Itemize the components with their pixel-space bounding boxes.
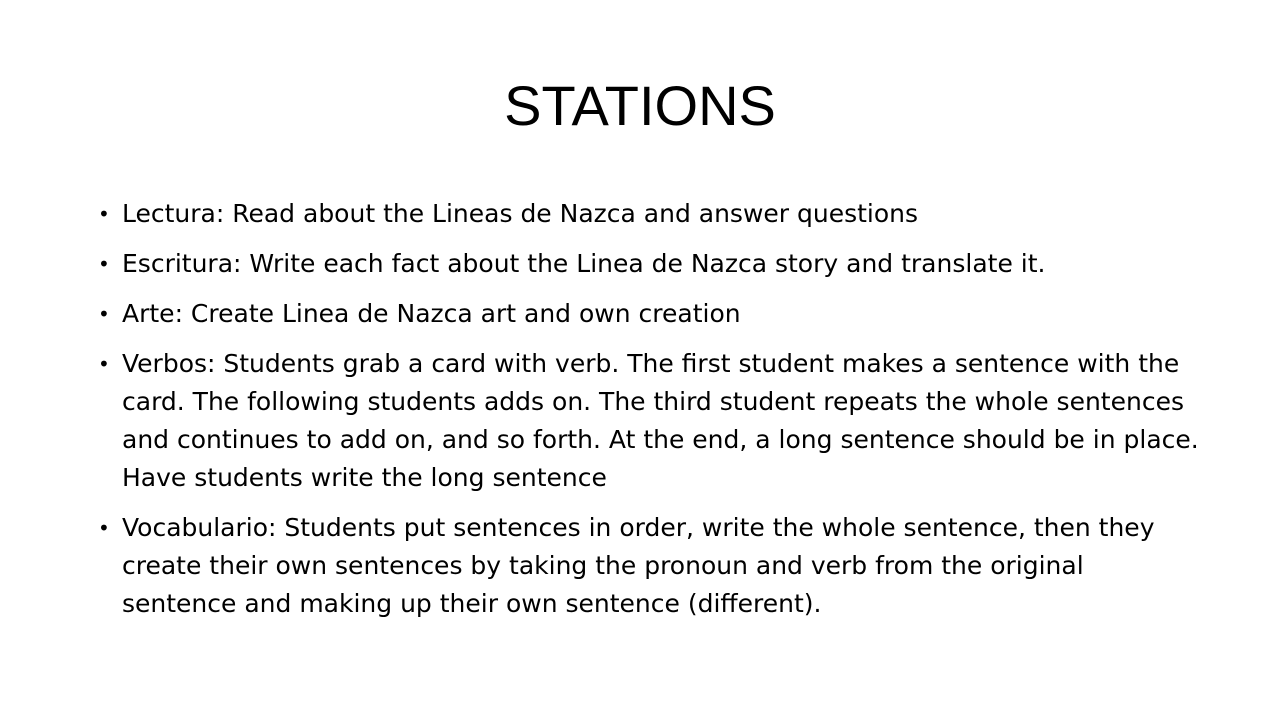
- bullet-dot-icon: •: [98, 302, 110, 326]
- bullet-list: [96, 195, 1206, 635]
- bullet-item-vocabulario: [96, 509, 1206, 623]
- bullet-item-lectura: [96, 195, 1206, 233]
- bullet-dot-icon: •: [98, 516, 110, 540]
- bullet-text: Vocabulario: Students put sentences in order, write the whole sentence, then they create their own sentences by taking the pronoun and verb from the original sentence and making up their own sentence (different).: [122, 513, 1155, 618]
- bullet-dot-icon: •: [98, 252, 110, 276]
- bullet-item-arte: [96, 295, 1206, 333]
- bullet-item-verbos: [96, 345, 1206, 497]
- bullet-text: Lectura: Read about the Lineas de Nazca and answer questions: [122, 199, 919, 228]
- bullet-dot-icon: •: [98, 202, 110, 226]
- bullet-dot-icon: •: [98, 352, 110, 376]
- slide-title: STATIONS: [504, 74, 776, 137]
- bullet-text: Escritura: Write each fact about the Linea de Nazca story and translate it.: [122, 249, 1046, 278]
- bullet-text: Verbos: Students grab a card with verb. The first student makes a sentence with the card. The following students adds on. The third student repeats the whole sentences and continues to add on, and so forth. At the end, a long sentence should be in place. Have students write the long sentence: [122, 349, 1199, 492]
- bullet-text: Arte: Create Linea de Nazca art and own creation: [122, 299, 741, 328]
- bullet-item-escritura: [96, 245, 1206, 283]
